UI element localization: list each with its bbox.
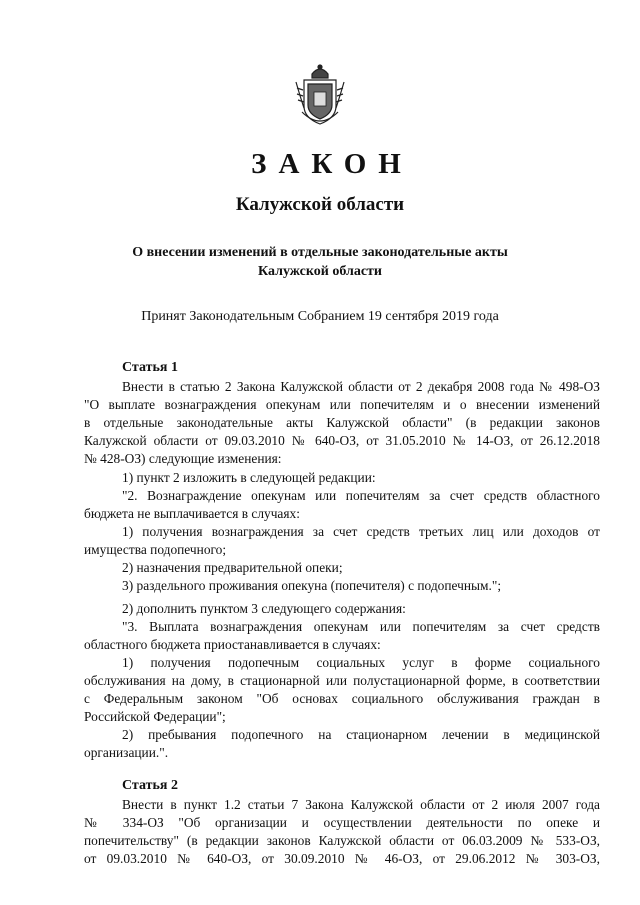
article-2-line: от 09.03.2010 № 640-ОЗ, от 30.09.2010 № 46-ОЗ, от 29.06.2012 № 303-ОЗ, (84, 851, 600, 866)
law-subject (0, 243, 640, 281)
article-1-line: "О выплате вознаграждения опекунам или попечителям и о внесении изменений (84, 397, 600, 412)
law-subject-line-2: Калужской области (258, 264, 382, 279)
article-1-line: областного бюджета приостанавливается в случаях: (84, 637, 381, 652)
article-1-line: в отдельные законодательные акты Калужской области" (в редакции законов (84, 415, 600, 430)
adoption-note: Принят Законодательным Собранием 19 сентября 2019 года (141, 309, 499, 324)
article-1-line: Калужской области от 09.03.2010 № 640-ОЗ, от 31.05.2010 № 14-ОЗ, от 26.12.2018 (84, 433, 600, 448)
article-1-line: 1) пункт 2 изложить в следующей редакции: (122, 470, 376, 485)
article-2-line: Внести в пункт 1.2 статьи 7 Закона Калужской области от 2 июля 2007 года (122, 797, 600, 812)
coat-of-arms-emblem (294, 62, 346, 128)
article-2-heading: Статья 2 (122, 778, 178, 793)
article-1-line: Внести в статью 2 Закона Калужской области от 2 декабря 2008 года № 498-ОЗ (122, 379, 600, 394)
article-1-line: 2) дополнить пунктом 3 следующего содержания: (122, 601, 406, 616)
article-1-line: "3. Выплата вознаграждения опекунам или попечителям за счет средств (122, 619, 600, 634)
article-2-line: попечительству" (в редакции законов Калужской области от 06.03.2009 № 533-ОЗ, (84, 833, 600, 848)
article-1-line: 2) назначения предварительной опеки; (122, 560, 343, 575)
region-title: Калужской области (235, 194, 405, 215)
article-1-line: 1) получения вознаграждения за счет средств третьих лиц или доходов от (122, 524, 600, 539)
article-1-line: бюджета не выплачивается в случаях: (84, 506, 300, 521)
article-1-heading: Статья 1 (122, 360, 178, 375)
article-1-line: Российской Федерации"; (84, 709, 226, 724)
article-1-line: обслуживания на дому, в стационарной или полустационарной форме, в соответствии (84, 673, 600, 688)
article-1-line: 3) раздельного проживания опекуна (попечителя) с подопечным."; (122, 578, 502, 593)
article-1-line: № 428-ОЗ) следующие изменения: (84, 451, 282, 466)
law-subject-line-1: О внесении изменений в отдельные законодательные акты (132, 245, 508, 260)
law-title: ЗАКОН (251, 148, 413, 180)
article-1-line: организации.". (84, 745, 169, 760)
article-1-line: имущества подопечного; (84, 542, 227, 557)
article-1-line: 1) получения подопечным социальных услуг в форме социального (122, 655, 600, 670)
article-2-line: № 334-ОЗ "Об организации и осуществлении деятельности по опеке и (84, 815, 600, 830)
article-1-line: 2) пребывания подопечного на стационарном лечении в медицинской (122, 727, 600, 742)
article-1-line: с Федеральным законом "Об основах социального обслуживания граждан в (84, 691, 600, 706)
article-1-line: "2. Вознаграждение опекунам или попечителям за счет средств областного (122, 488, 600, 503)
